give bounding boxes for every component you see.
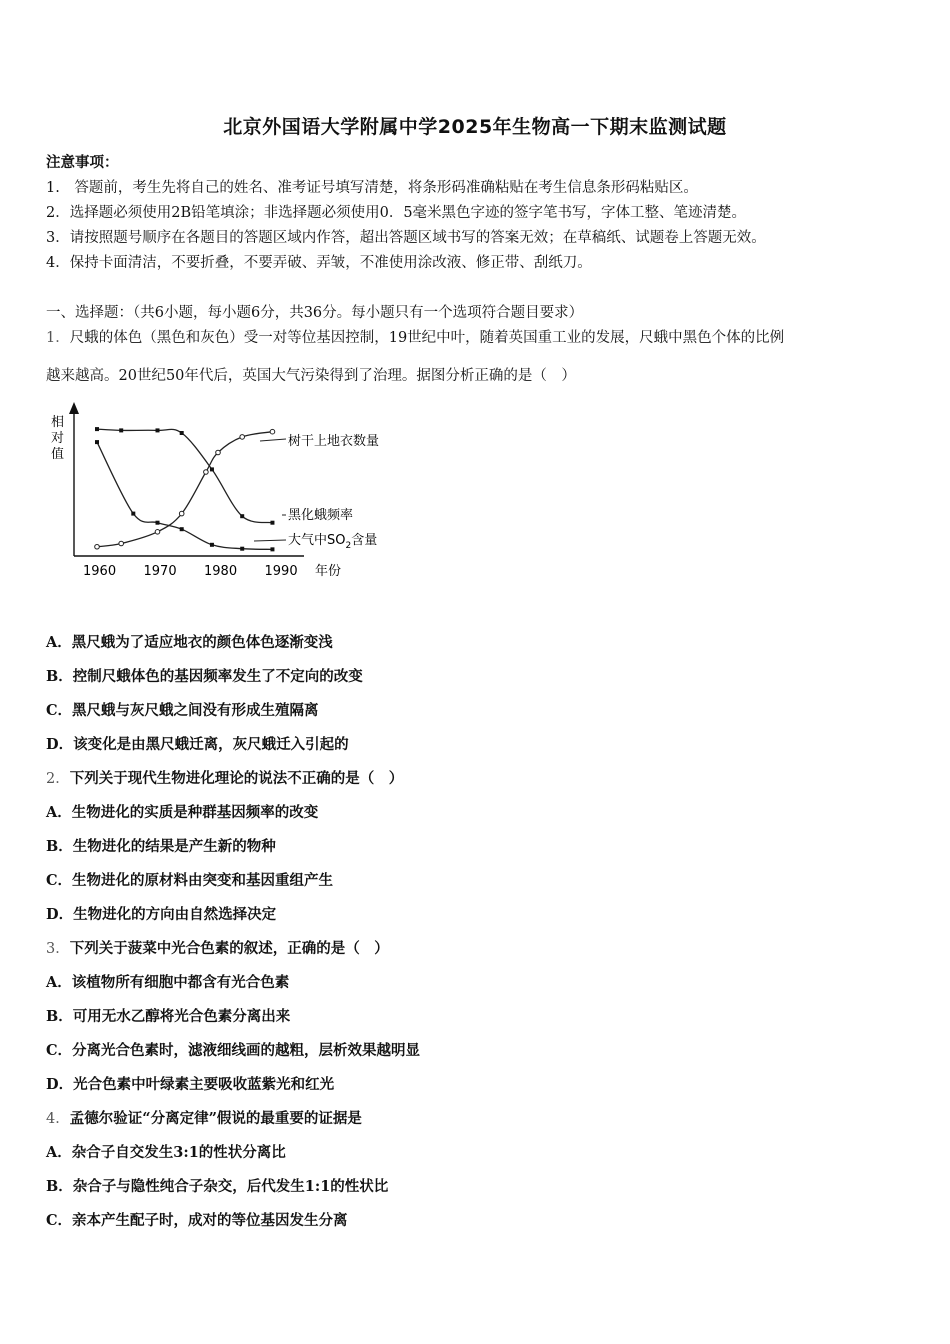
x-axis-label: 年份 — [315, 564, 342, 579]
q3-option-b: B．可用无水乙醇将光合色素分离出来 — [46, 1008, 291, 1025]
q3-option-d: D．光合色素中叶绿素主要吸收蓝紫光和红光 — [46, 1076, 335, 1093]
data-point — [180, 527, 184, 531]
data-point — [95, 440, 99, 444]
question-text: 下列关于菠菜中光合色素的叙述，正确的是（ ） — [69, 940, 389, 957]
q3-option-c: C．分离光合色素时，滤液细线画的越粗，层析效果越明显 — [46, 1042, 421, 1059]
question-number: 4． — [46, 1111, 70, 1127]
notice-heading: 注意事项： — [46, 154, 119, 171]
data-point — [155, 530, 160, 535]
q2-option-d: D．生物进化的方向由自然选择决定 — [46, 906, 277, 923]
series-label-so2 — [288, 532, 377, 551]
notice-item: 3．请按照题号顺序在各题目的答题区域内作答，超出答题区域书写的答案无效；在草稿纸、试题卷上答题无效。 — [46, 230, 766, 246]
data-point — [240, 514, 244, 518]
y-label-char: 对 — [51, 431, 65, 446]
q2-option-a: A．生物进化的实质是种群基因频率的改变 — [46, 804, 319, 821]
data-point — [270, 521, 274, 525]
section-heading: 一、选择题：（共6小题，每小题6分，共36分。每小题只有一个选项符合题目要求） — [46, 305, 584, 321]
notice-item: 1. 答题前，考生先将自己的姓名、准考证号填写清楚，将条形码准确粘贴在考生信息条形码粘贴区。 — [46, 180, 698, 196]
x-tick-label: 1980 — [204, 564, 238, 579]
label-leader — [254, 540, 286, 541]
data-point — [240, 435, 245, 440]
q4-option-c: C．亲本产生配子时，成对的等位基因发生分离 — [46, 1212, 348, 1229]
data-point — [131, 512, 135, 516]
series-label-melanic: 黑化蛾频率 — [288, 508, 354, 523]
data-point — [179, 511, 184, 516]
y-label-char: 相 — [51, 415, 65, 430]
question-1-line2: 越来越高。20世纪50年代后，英国大气污染得到了治理。据图分析正确的是（ ） — [46, 368, 576, 384]
data-point — [95, 427, 99, 431]
data-point — [216, 450, 221, 455]
x-tick-label: 1960 — [83, 564, 117, 579]
x-tick-label: 1970 — [143, 564, 177, 579]
q4-option-b: B．杂合子与隐性纯合子杂交，后代发生1:1的性状比 — [46, 1178, 389, 1195]
series-label-lichen: 树干上地衣数量 — [288, 434, 380, 449]
y-axis-arrow — [69, 402, 79, 414]
notice-item: 2．选择题必须使用2B铅笔填涂；非选择题必须使用0．5毫米黑色字迹的签字笔书写，字体工整、笔迹清楚。 — [46, 205, 747, 221]
data-point — [95, 544, 100, 549]
page-title: 北京外国语大学附属中学2025年生物高一下期末监测试题 — [223, 116, 727, 138]
data-point — [204, 470, 209, 475]
data-point — [210, 467, 214, 471]
data-point — [119, 428, 123, 432]
question-number: 3． — [46, 941, 70, 957]
so2-label-tail: 含量 — [351, 533, 378, 548]
data-point — [270, 547, 274, 551]
y-label-char: 值 — [51, 447, 65, 462]
data-point — [156, 521, 160, 525]
data-point — [240, 547, 244, 551]
label-leader — [260, 439, 286, 441]
series-line-2 — [97, 442, 272, 549]
data-point — [180, 431, 184, 435]
q2-option-c: C．生物进化的原材料由突变和基因重组产生 — [46, 872, 334, 889]
data-point — [119, 541, 124, 546]
data-point — [210, 543, 214, 547]
notice-item: 4．保持卡面清洁，不要折叠，不要弄破、弄皱，不准使用涂改液、修正带、刮纸刀。 — [46, 255, 592, 271]
q1-option-a: A．黑尺蛾为了适应地衣的颜色体色逐渐变浅 — [46, 634, 333, 651]
so2-subscript: 2 — [345, 541, 352, 551]
question-number: 1． — [46, 330, 70, 346]
question-text: 尺蛾的体色（黑色和灰色）受一对等位基因控制，19世纪中叶，随着英国重工业的发展，尺蛾中黑色个体的比例 — [69, 330, 785, 346]
q1-option-b: B．控制尺蛾体色的基因频率发生了不定向的改变 — [46, 668, 363, 685]
question-3 — [46, 937, 389, 958]
series-line-0 — [97, 432, 272, 547]
moth-chart — [42, 398, 422, 588]
question-2 — [46, 767, 403, 788]
q1-option-d: D．该变化是由黑尺蛾迁离，灰尺蛾迁入引起的 — [46, 736, 349, 753]
q3-option-a: A．该植物所有细胞中都含有光合色素 — [46, 974, 290, 991]
q2-option-b: B．生物进化的结果是产生新的物种 — [46, 838, 276, 855]
question-4 — [46, 1107, 362, 1128]
x-tick-label: 1990 — [264, 564, 298, 579]
q4-option-a: A．杂合子自交发生3:1的性状分离比 — [46, 1144, 286, 1161]
question-number: 2． — [46, 771, 70, 787]
question-1-line1 — [46, 326, 784, 347]
question-text: 孟德尔验证“分离定律”假说的最重要的证据是 — [69, 1110, 362, 1127]
q1-option-c: C．黑尺蛾与灰尺蛾之间没有形成生殖隔离 — [46, 702, 319, 719]
question-text: 下列关于现代生物进化理论的说法不正确的是（ ） — [69, 770, 404, 787]
data-point — [156, 428, 160, 432]
data-point — [270, 429, 275, 434]
so2-label-main: 大气中SO — [288, 533, 346, 548]
